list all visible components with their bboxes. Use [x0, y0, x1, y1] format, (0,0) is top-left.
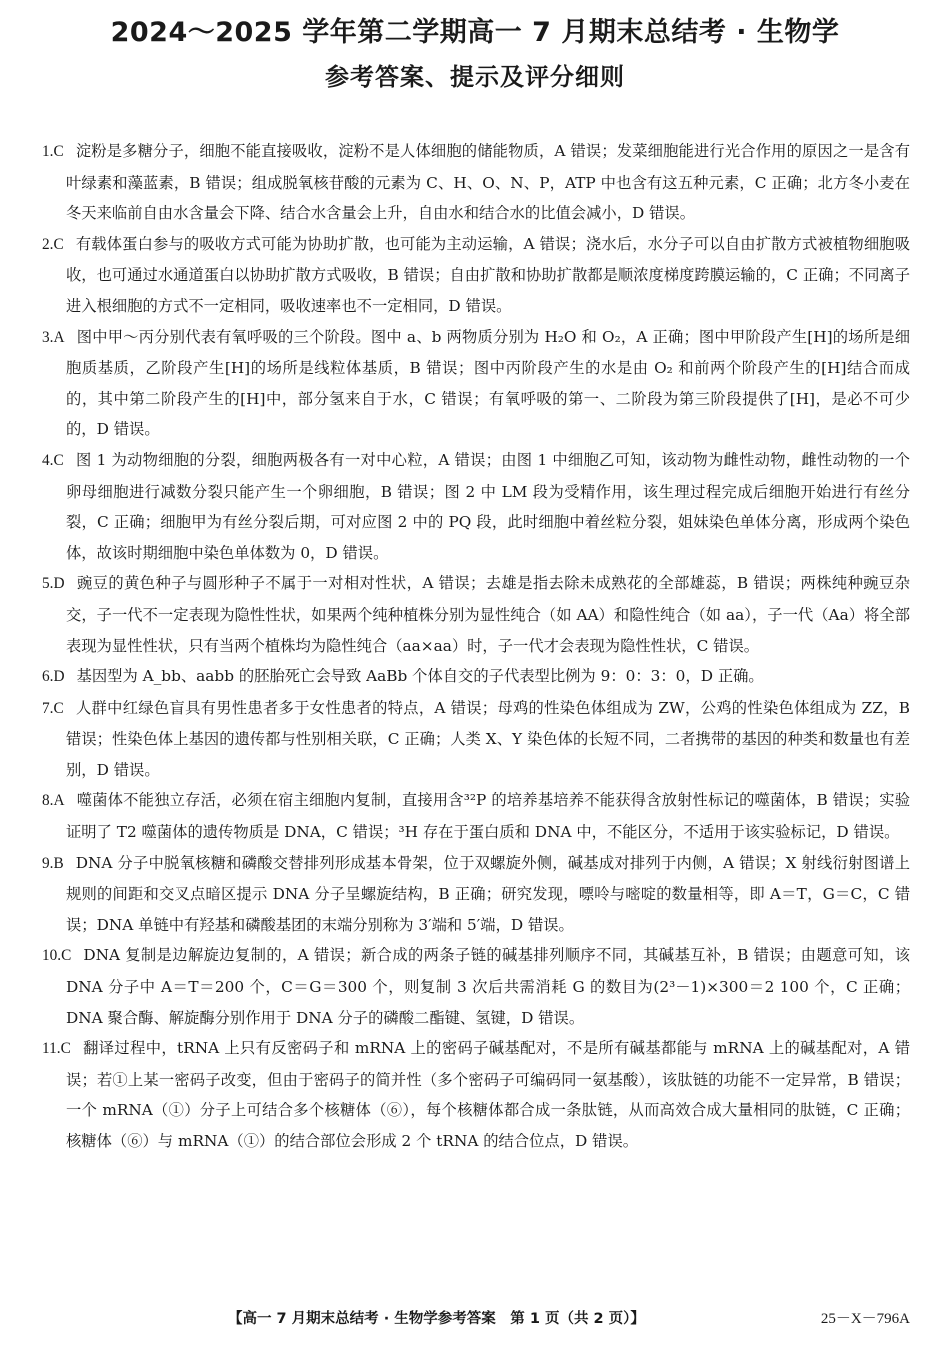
answer-key: A: [53, 328, 65, 346]
answer-key: C: [53, 143, 64, 160]
answer-explanation: DNA 复制是边解旋边复制的，A 错误；新合成的两条子链的碱基排列顺序不同，其碱基互补，B 错误；由题意可知，该 DNA 分子中 A＝T＝200 个，C＝G＝300 个，则复制 3 次后共需消耗 G 的数目为(2³－1)×300＝2 100 个，C 正确；DNA 聚合酶、解旋酶分别作用于 DNA 分子的磷酸二酯键、氢键，D 错误。: [66, 946, 910, 1027]
answer-number: 10.: [42, 947, 62, 965]
answer-item: [42, 661, 910, 693]
page-footer: [0, 1304, 950, 1334]
answer-key: C: [53, 451, 64, 469]
answer-item: [42, 785, 910, 847]
footer-doc-code: 25－X－796A: [820, 1311, 910, 1327]
answer-explanation: 图 1 为动物细胞的分裂，细胞两极各有一对中心粒，A 错误；由图 1 中细胞乙可知，该动物为雌性动物，雌性动物的一个卵母细胞进行减数分裂只能产生一个卵细胞，B 错误；图 2 中 LM 段为受精作用，该生理过程完成后细胞开始进行有丝分裂，C 正确；细胞甲为有丝分裂后期，可对应图 2 中的 PQ 段，此时细胞中着丝粒分裂，姐妹染色单体分离，形成两个染色体，故该时期细胞中染色单体数为 0，D 错误。: [66, 450, 910, 562]
answer-item: [42, 940, 910, 1033]
answer-explanation: DNA 分子中脱氧核糖和磷酸交替排列形成基本骨架，位于双螺旋外侧，碱基成对排列于内侧，A 错误；X 射线衍射图谱上规则的间距和交叉点暗区提示 DNA 分子呈螺旋结构，B 正确；研究发现，嘌呤与嘧啶的数量相等，即 A＝T，G＝C，C 错误；DNA 单链中有羟基和磷酸基团的末端分别称为 3′端和 5′端，D 错误。: [66, 853, 910, 934]
answer-explanation: 豌豆的黄色种子与圆形种子不属于一对相对性状，A 错误；去雄是指去除未成熟花的全部雄蕊，B 错误；两株纯种豌豆杂交，子一代不一定表现为隐性性状，如果两个纯种植株分别为显性纯合（如 AA）和隐性纯合（如 aa），子一代（Aa）将全部表现为显性性状，只有当两个植株均为隐性纯合（aa×aa）时，子一代才会表现为隐性性状，C 错误。: [66, 574, 910, 655]
answer-key: C: [53, 235, 64, 253]
answer-key: B: [53, 854, 64, 872]
answer-number: 5.: [42, 575, 54, 593]
answer-item: [42, 693, 910, 786]
answer-item: [42, 445, 910, 568]
answer-explanation: 基因型为 A_bb、aabb 的胚胎死亡会导致 AaBb 个体自交的子代表型比例为 9：0：3：0，D 正确。: [76, 667, 764, 686]
answer-item: [42, 568, 910, 661]
answer-list: [42, 136, 910, 1157]
answer-number: 6.: [42, 668, 54, 686]
answer-number: 9.: [42, 854, 54, 872]
answer-key: C: [53, 699, 64, 717]
answer-key: A: [53, 792, 65, 810]
answer-item: [42, 848, 910, 941]
page-subtitle: 参考答案、提示及评分细则: [325, 63, 625, 91]
answer-number: 2.: [42, 235, 54, 253]
answer-explanation: 图中甲～丙分别代表有氧呼吸的三个阶段。图中 a、b 两物质分别为 H₂O 和 O₂，A 正确；图中甲阶段产生[H]的场所是细胞质基质，乙阶段产生[H]的场所是线粒体基质，B 错误；图中丙阶段产生的水是由 O₂ 和前两个阶段产生的[H]结合而成的，其中第二阶段产生的[H]中，部分氢来自于水，C 错误；有氧呼吸的第一、二阶段为第三阶段提供了[H]，是必不可少的，D 错误。: [66, 327, 910, 439]
answer-key: C: [60, 1040, 71, 1058]
answer-key: C: [61, 947, 72, 965]
footer-page-info: 【高一 7 月期末总结考 · 生物学参考答案 第 1 页（共 2 页）】: [228, 1311, 645, 1327]
answer-number: 11.: [42, 1040, 61, 1058]
answer-explanation: 有载体蛋白参与的吸收方式可能为协助扩散，也可能为主动运输，A 错误；浇水后，水分子可以自由扩散方式被植物细胞吸收，也可通过水通道蛋白以协助扩散方式吸收，B 错误；自由扩散和协助扩散都是顺浓度梯度跨膜运输的，C 正确；不同离子进入根细胞的方式不一定相同，吸收速率也不一定相同，D 错误。: [66, 234, 910, 315]
answer-key: D: [53, 668, 65, 686]
answer-explanation: 翻译过程中，tRNA 上只有反密码子和 mRNA 上的密码子碱基配对，不是所有碱基都能与 mRNA 上的碱基配对，A 错误；若①上某一密码子改变，但由于密码子的简并性（多个密码子可编码同一氨基酸），该肽链的功能不一定异常，B 错误；一个 mRNA（①）分子上可结合多个核糖体（⑥），每个核糖体都合成一条肽链，从而高效合成大量相同的肽链，C 正确；核糖体（⑥）与 mRNA（①）的结合部位会形成 2 个 tRNA 的结合位点，D 错误。: [66, 1039, 910, 1150]
answer-number: 7.: [42, 699, 54, 717]
answer-item: [42, 229, 910, 322]
answer-explanation: 人群中红绿色盲具有男性患者多于女性患者的特点，A 错误；母鸡的性染色体组成为 ZW，公鸡的性染色体组成为 ZZ，B 错误；性染色体上基因的遗传都与性别相关联，C 正确；人类 X、Y 染色体的长短不同，二者携带的基因的种类和数量也有差别，D 错误。: [66, 698, 910, 779]
answer-item: [42, 322, 910, 445]
answer-item: [42, 136, 910, 229]
answer-number: 4.: [42, 451, 54, 469]
answer-explanation: 噬菌体不能独立存活，必须在宿主细胞内复制，直接用含³²P 的培养基培养不能获得含放射性标记的噬菌体，B 错误；实验证明了 T2 噬菌体的遗传物质是 DNA，C 错误；³H 存在于蛋白质和 DNA 中，不能区分，不适用于该实验标记，D 错误。: [66, 791, 910, 842]
answer-number: 3.: [42, 328, 54, 346]
answer-item: [42, 1033, 910, 1156]
answer-explanation: 淀粉是多糖分子，细胞不能直接吸收，淀粉不是人体细胞的储能物质，A 错误；发菜细胞能进行光合作用的原因之一是含有叶绿素和藻蓝素，B 错误；组成脱氧核苷酸的元素为 C、H、O、N、P，ATP 中也含有这五种元素，C 正确；北方冬小麦在冬天来临前自由水含量会下降、结合水含量会上升，自由水和结合水的比值会减小，D 错误。: [66, 142, 910, 223]
answer-number: 8.: [42, 792, 54, 810]
page-title: 2024～2025 学年第二学期高一 7 月期末总结考 · 生物学: [110, 17, 840, 48]
answer-key: D: [53, 575, 65, 593]
answer-number: 1.: [42, 143, 54, 160]
